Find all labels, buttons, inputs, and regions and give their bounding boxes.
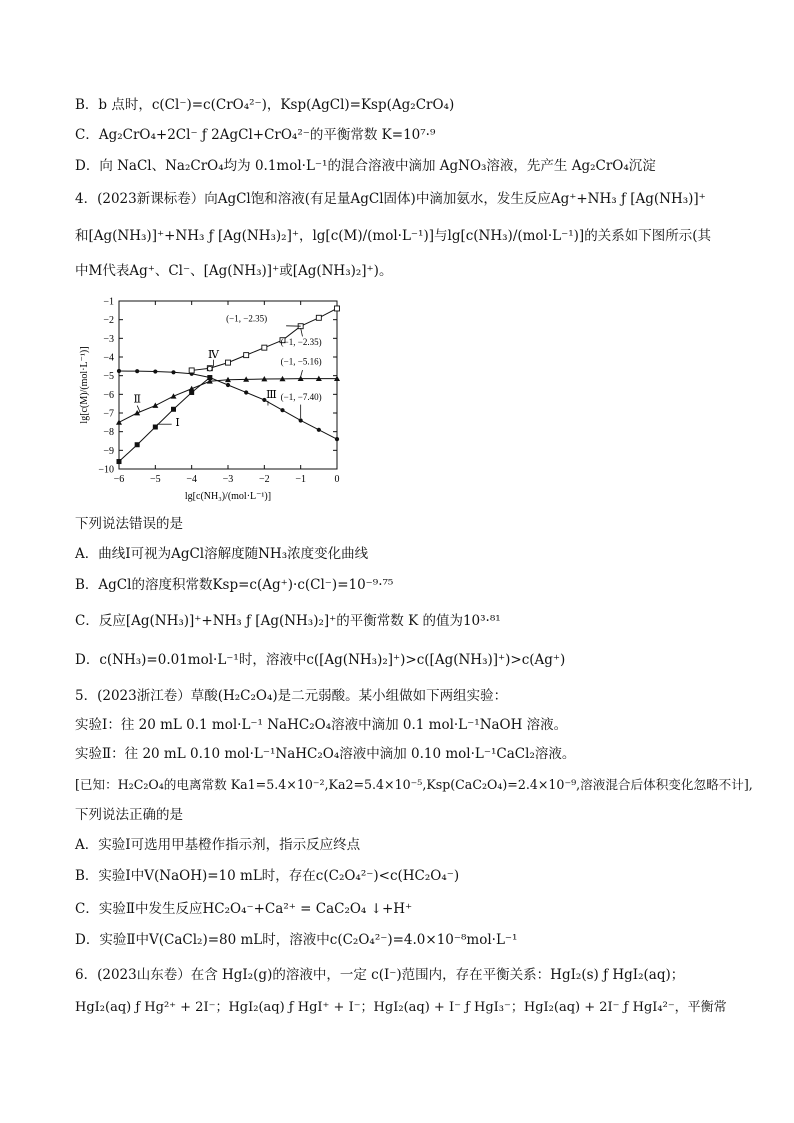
data-point	[299, 418, 303, 422]
chart	[75, 292, 355, 512]
y-tick-label: −6	[103, 389, 114, 401]
data-point	[335, 437, 339, 441]
x-tick-label: −6	[113, 474, 125, 485]
y-axis-label: lg[c(M)/(mol·L⁻¹)]	[79, 346, 90, 424]
y-tick-label: −4	[103, 352, 114, 364]
data-point	[244, 353, 249, 358]
data-point	[153, 425, 158, 430]
x-axis-label: lg[c(NH₃)/(mol·L⁻¹)]	[184, 491, 272, 502]
option-q4-d: D．c(NH₃)=0.01mol·L⁻¹时，溶液中c([Ag(NH₃)₂]⁺)>c([Ag(NH₃)]⁺)>c(Ag⁺)	[75, 652, 566, 668]
data-point	[244, 390, 248, 394]
x-tick-label: −3	[222, 474, 234, 485]
option-q5-d: D．实验Ⅱ中V(CaCl₂)=80 mL时，溶液中c(C₂O₄²⁻)=4.0×10⁻⁸mol·L⁻¹	[75, 932, 518, 948]
option-q4-c: C．反应[Ag(NH₃)]⁺+NH₃ ƒ [Ag(NH₃)₂]⁺的平衡常数 K 的值为10³·⁸¹	[75, 613, 501, 629]
x-tick-label: −1	[295, 474, 306, 485]
line-q5d: [已知：H₂C₂O₄的电离常数 Ka1=5.4×10⁻²,Ka2=5.4×10⁻⁵,Ksp(CaC₂O₄)=2.4×10⁻⁹,溶液混合后体积变化忽略不计],	[75, 777, 753, 792]
y-tick-label: −3	[103, 333, 114, 345]
curve-label-Ⅱ: Ⅱ	[133, 393, 142, 406]
annotation-label: (−1, −2.35)	[280, 336, 322, 347]
annotation-label: (−1, −7.40)	[280, 391, 322, 402]
data-point	[171, 393, 177, 398]
x-tick-label: 0	[334, 474, 340, 485]
option-q5-b: B．实验Ⅰ中V(NaOH)=10 mL时，存在c(C₂O₄²⁻)<c(HC₂O₄⁻)	[75, 868, 460, 884]
data-point	[262, 345, 267, 350]
annotation-arrow	[301, 328, 303, 336]
data-point-open	[208, 366, 213, 371]
y-tick-label: −2	[103, 315, 114, 327]
data-point	[189, 368, 194, 373]
line-q5c: 实验Ⅱ：往 20 mL 0.10 mol·L⁻¹NaHC₂O₄溶液中滴加 0.10 mol·L⁻¹CaCl₂溶液。	[75, 746, 576, 762]
curve-Ⅰ	[119, 378, 210, 462]
chart-figure	[75, 292, 355, 516]
data-point	[317, 428, 321, 432]
data-point	[280, 408, 284, 412]
line-q3c: C．Ag₂CrO₄+2Cl⁻ ƒ 2AgCl+CrO₄²⁻的平衡常数 K=10⁷·⁹	[75, 127, 436, 143]
data-point	[117, 369, 121, 373]
line-q4c: 中M代表Ag⁺、Cl⁻、[Ag(NH₃)]⁺或[Ag(NH₃)₂]⁺)。	[75, 263, 393, 279]
y-tick-label: −1	[103, 296, 114, 308]
line-q6b: HgI₂(aq) ƒ Hg²⁺ + 2I⁻；HgI₂(aq) ƒ HgI⁺ + I⁻；HgI₂(aq) + I⁻ ƒ HgI₃⁻；HgI₂(aq) + 2I⁻ ƒ HgI₄²⁻，平衡常	[75, 1000, 727, 1015]
x-tick-label: −5	[150, 474, 161, 485]
data-point	[135, 442, 140, 447]
curve-label-Ⅰ: Ⅰ	[175, 417, 180, 430]
option-q5-c: C．实验Ⅱ中发生反应HC₂O₄⁻+Ca²⁺ = CaC₂O₄ ↓+H⁺	[75, 901, 413, 917]
line-q4q: 下列说法错误的是	[75, 516, 183, 532]
data-point	[226, 383, 230, 387]
curve-label-Ⅳ: Ⅳ	[208, 348, 220, 361]
y-tick-label: −9	[103, 445, 114, 457]
line-q6a: 6．(2023山东卷）在含 HgI₂(g)的溶液中，一定 c(I⁻)范围内，存在平衡关系：HgI₂(s) ƒ HgI₂(aq)；	[75, 967, 685, 983]
data-point	[116, 419, 122, 424]
line-q4b: 和[Ag(NH₃)]⁺+NH₃ ƒ [Ag(NH₃)₂]⁺，lg[c(M)/(mol·L⁻¹)]与lg[c(NH₃)/(mol·L⁻¹)]的关系如下图所示(其	[75, 228, 711, 244]
line-q5q: 下列说法正确的是	[75, 807, 183, 823]
line-q3b: B．b 点时，c(Cl⁻)=c(CrO₄²⁻)，Ksp(AgCl)=Ksp(Ag₂CrO₄)	[75, 97, 455, 113]
line-q4a: 4．(2023新课标卷）向AgCl饱和溶液(有足量AgCl固体)中滴加氨水，发生反应Ag⁺+NH₃ ƒ [Ag(NH₃)]⁺	[75, 191, 706, 207]
line-q5a: 5．(2023浙江卷）草酸(H₂C₂O₄)是二元弱酸。某小组做如下两组实验：	[75, 688, 508, 704]
data-point	[226, 360, 231, 365]
curve-label-Ⅲ: Ⅲ	[266, 389, 277, 402]
y-tick-label: −7	[103, 408, 114, 420]
annotation-label: (−1, −5.16)	[280, 356, 322, 367]
annotation-arrow	[301, 370, 303, 377]
data-point	[335, 306, 340, 311]
data-point	[189, 386, 195, 391]
x-tick-label: −2	[259, 474, 270, 485]
data-point	[152, 403, 158, 408]
data-point	[171, 370, 175, 374]
data-point	[153, 369, 157, 373]
annotation-label: (−1, −2.35)	[226, 313, 268, 324]
x-tick-label: −4	[186, 474, 197, 485]
y-tick-label: −5	[103, 371, 114, 383]
data-point	[135, 369, 139, 373]
option-q4-b: B．AgCl的溶度积常数Ksp=c(Ag⁺)·c(Cl⁻)=10⁻⁹·⁷⁵	[75, 577, 394, 593]
option-q5-a: A．实验Ⅰ可选用甲基橙作指示剂，指示反应终点	[75, 837, 361, 853]
option-q4-a: A．曲线Ⅰ可视为AgCl溶解度随NH₃浓度变化曲线	[75, 546, 369, 562]
data-point	[316, 315, 321, 320]
line-q3d: D．向 NaCl、Na₂CrO₄均为 0.1mol·L⁻¹的混合溶液中滴加 AgNO₃溶液，先产生 Ag₂CrO₄沉淀	[75, 158, 656, 174]
y-tick-label: −10	[98, 464, 114, 476]
line-q5b: 实验Ⅰ：往 20 mL 0.1 mol·L⁻¹ NaHC₂O₄溶液中滴加 0.1 mol·L⁻¹NaOH 溶液。	[75, 717, 568, 733]
data-point	[171, 407, 176, 412]
data-point	[208, 375, 212, 379]
y-tick-label: −8	[103, 427, 114, 439]
data-point	[117, 459, 122, 464]
